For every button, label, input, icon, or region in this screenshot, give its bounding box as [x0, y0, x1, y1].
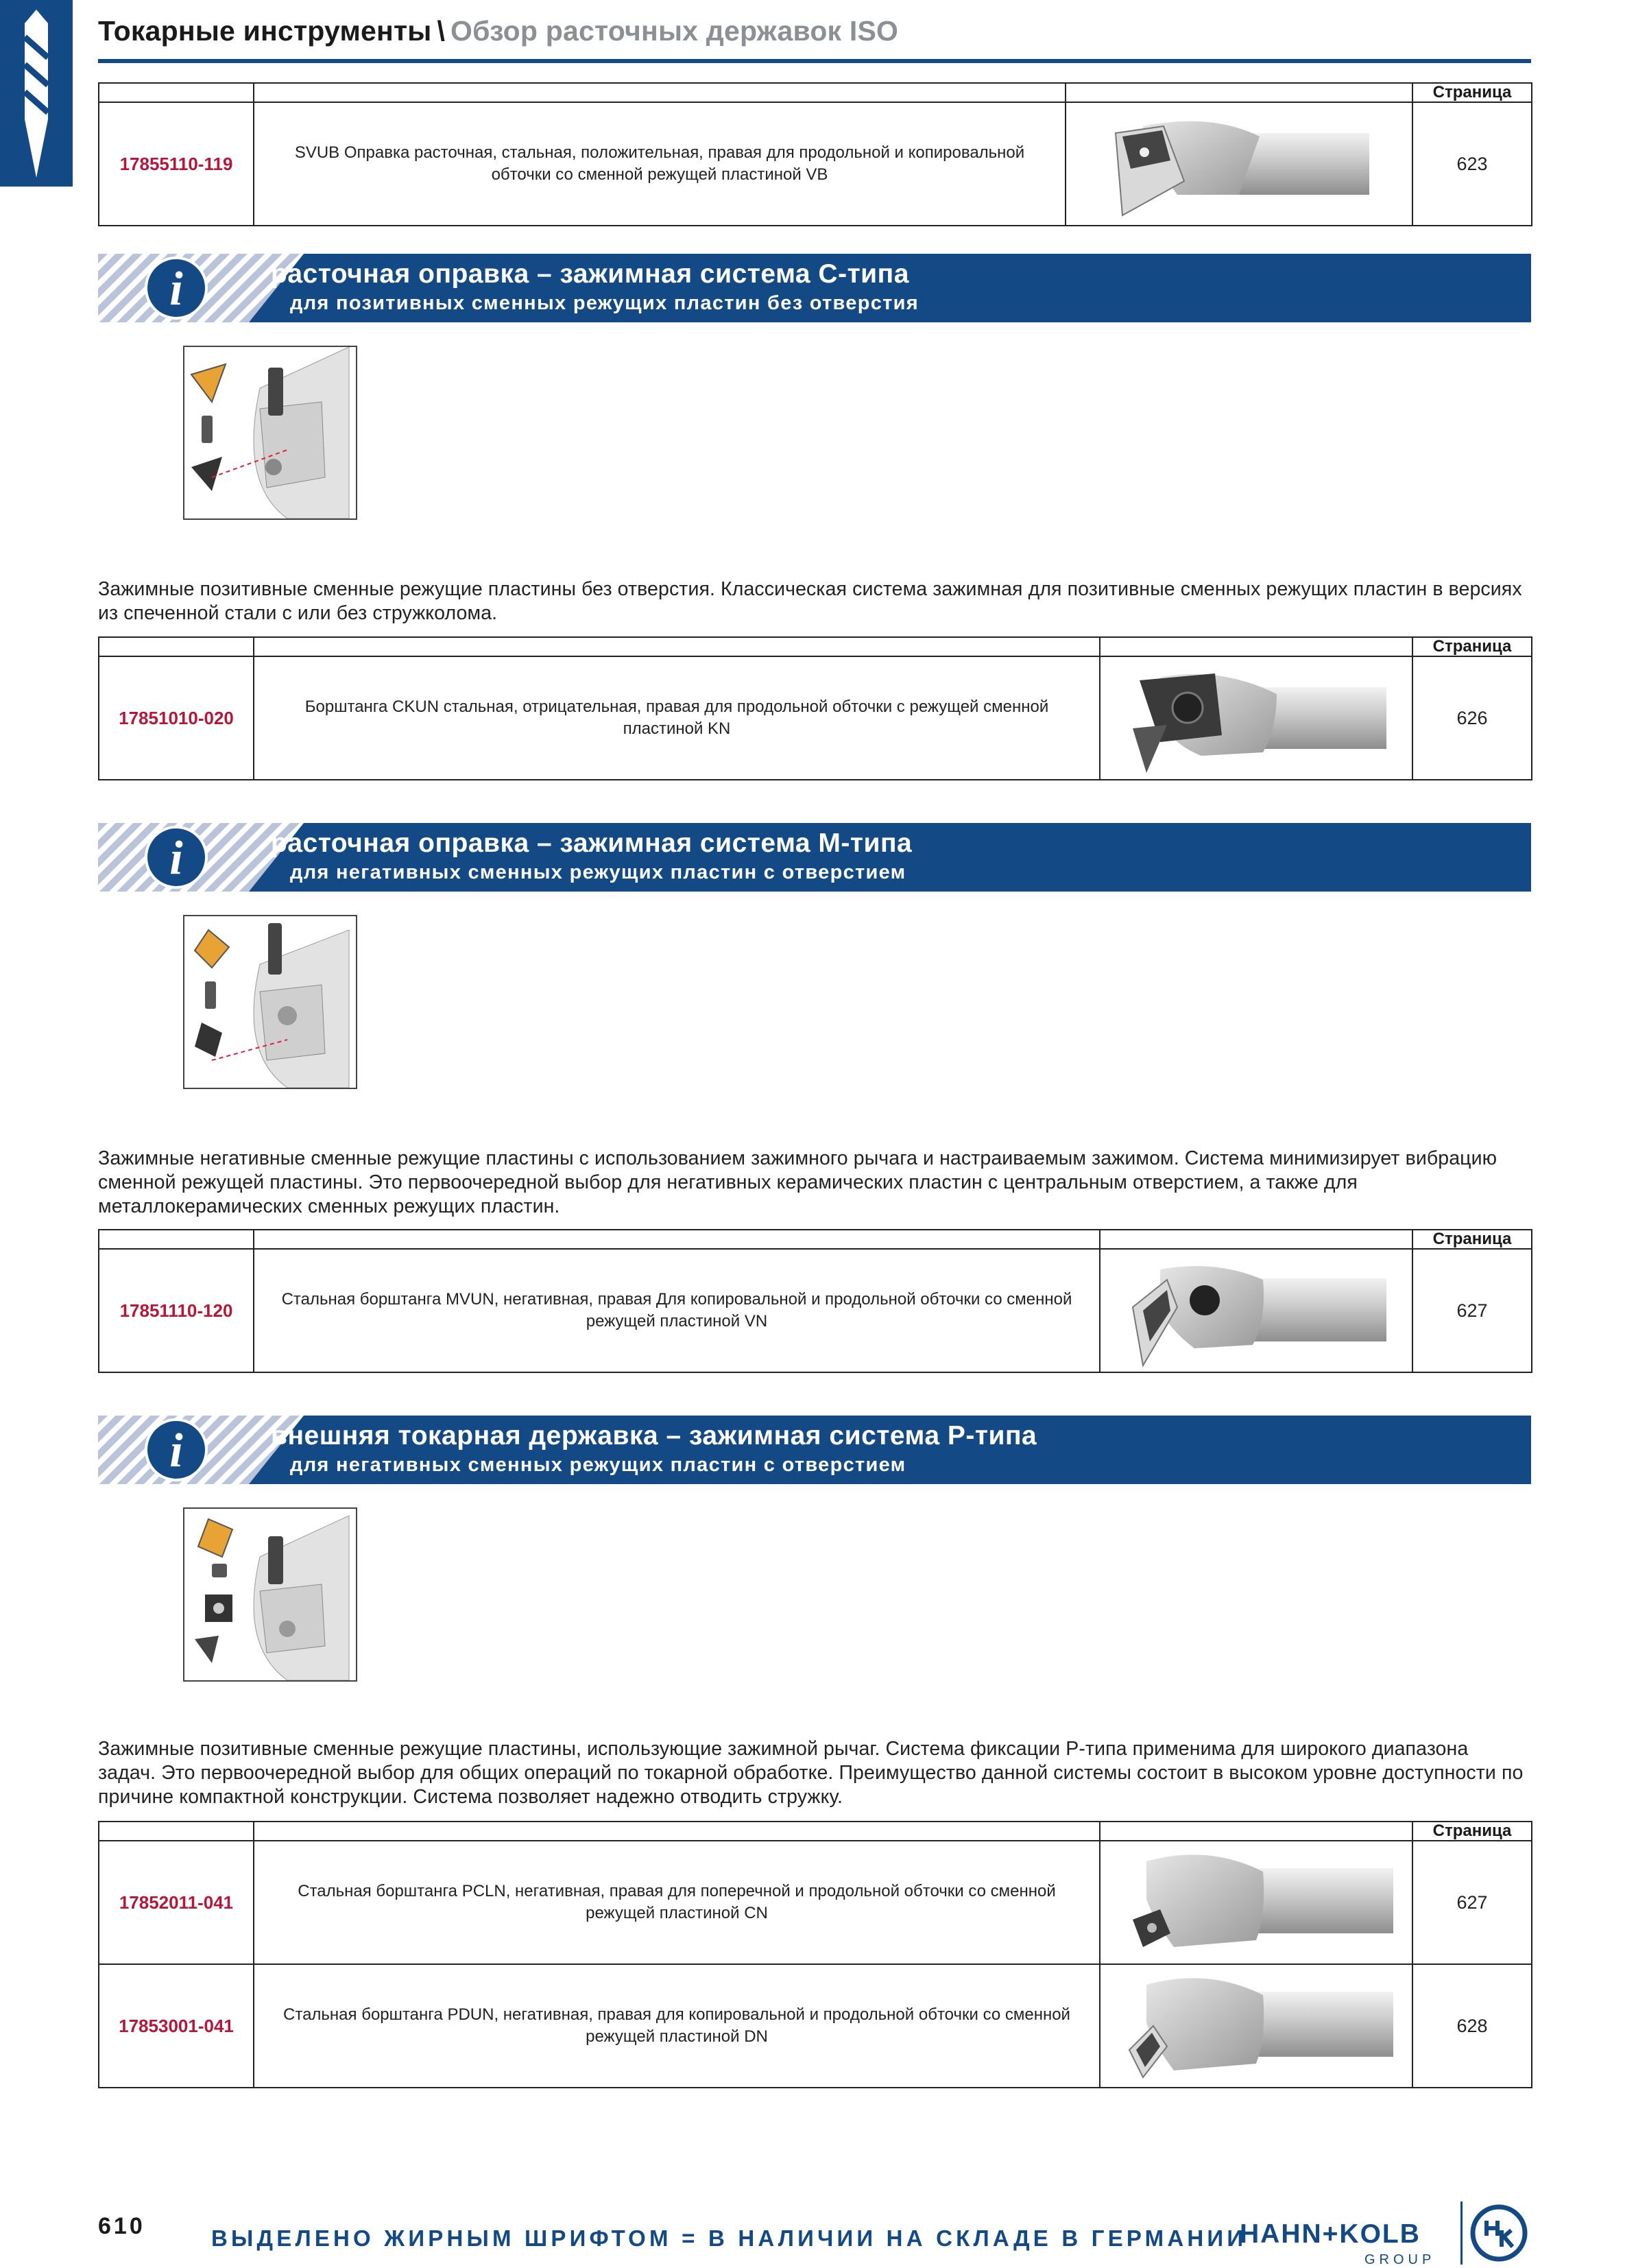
- table-row[interactable]: [99, 1249, 1532, 1372]
- header-separator: \: [437, 15, 446, 47]
- info-icon: i: [145, 256, 208, 320]
- banner-title: расточная оправка – зажимная система С-типа: [271, 259, 909, 289]
- clamping-system-image: [183, 1507, 357, 1682]
- system-description: Зажимные позитивные сменные режущие пластины, использующие зажимной рычаг. Система фиксации P-типа применима для широкого диапазона задач. Это первоочередной выбор для общих операций по токарной обработке. Преимущество данной системы состоит в высоком уровне доступности по причине компактной конструкции. Система позволяет надежно отводить стружку.: [98, 1738, 1524, 1808]
- article-description: Стальная борштанга PCLN, негативная, правая для поперечной и продольной обточки со сменной режущей пластиной CN: [254, 1841, 1100, 1964]
- product-image: [1100, 1841, 1412, 1964]
- catalog-page[interactable]: 626: [1412, 656, 1532, 780]
- header-subtitle: Обзор расточных державок ISO: [450, 15, 899, 47]
- product-image: [1100, 656, 1412, 780]
- product-image: [1066, 102, 1412, 226]
- brand-name: HAHN+KOLB: [1240, 2219, 1421, 2249]
- info-icon: i: [145, 1418, 208, 1481]
- product-image: [1100, 1964, 1412, 2088]
- table-row[interactable]: [99, 1841, 1532, 1964]
- page-column-header: Страница: [1412, 83, 1532, 102]
- header-rule: [98, 59, 1531, 63]
- brand-group: GROUP: [1364, 2252, 1436, 2267]
- system-description: Зажимные негативные сменные режущие пластины с использованием зажимного рычага и настраиваемым зажимом. Система минимизирует вибрацию сменной режущей пластины. Это первоочередной выбор для негативных керамических пластин с центральным отверстием, а также для металлокерамических сменных режущих пластин.: [98, 1147, 1497, 1217]
- product-table-3: [98, 1229, 1532, 1373]
- banner-subtitle: для негативных сменных режущих пластин с отверстием: [290, 861, 906, 883]
- banner-title: внешняя токарная державка – зажимная система P-типа: [271, 1421, 1037, 1451]
- page-column-header: Страница: [1412, 637, 1532, 656]
- banner-subtitle: для негативных сменных режущих пластин с отверстием: [290, 1454, 906, 1476]
- info-icon: i: [145, 826, 208, 889]
- table-row[interactable]: [99, 102, 1532, 226]
- product-image: [1100, 1249, 1412, 1372]
- page-header: [98, 15, 898, 47]
- article-description: Борштанга CKUN стальная, отрицательная, правая для продольной обточки с режущей сменной пластиной KN: [254, 656, 1100, 780]
- catalog-page[interactable]: 628: [1412, 1964, 1532, 2088]
- article-code[interactable]: 17855110-119: [99, 102, 254, 226]
- article-code[interactable]: 17852011-041: [99, 1841, 254, 1964]
- page-column-header: Страница: [1412, 1822, 1532, 1841]
- table-row[interactable]: [99, 1964, 1532, 2088]
- banner-subtitle: для позитивных сменных режущих пластин без отверстия: [290, 292, 919, 314]
- product-table-1: [98, 82, 1532, 226]
- header-title: Токарные инструменты: [98, 15, 432, 47]
- page-column-header: Страница: [1412, 1230, 1532, 1249]
- product-table-4: [98, 1821, 1532, 2088]
- stock-note: ВЫДЕЛЕНО ЖИРНЫМ ШРИФТОМ = В НАЛИЧИИ НА СКЛАДЕ В ГЕРМАНИИ: [211, 2225, 1247, 2251]
- article-code[interactable]: 17851010-020: [99, 656, 254, 780]
- banner-title: расточная оправка – зажимная система М-типа: [271, 828, 913, 858]
- info-banner-p-type: [98, 1416, 1531, 1484]
- table-row[interactable]: [99, 656, 1532, 780]
- catalog-page[interactable]: 627: [1412, 1249, 1532, 1372]
- page-number: 610: [98, 2213, 145, 2239]
- article-description: Стальная борштанга PDUN, негативная, правая для копировальной и продольной обточки со сменной режущей пластиной DN: [254, 1964, 1100, 2088]
- product-table-2: [98, 636, 1532, 780]
- section-tab: [0, 0, 73, 187]
- catalog-page[interactable]: 627: [1412, 1841, 1532, 1964]
- clamping-system-image: [183, 915, 357, 1089]
- clamping-system-image: [183, 346, 357, 520]
- hahn-kolb-logo-icon: [1459, 2201, 1528, 2268]
- system-description: Зажимные позитивные сменные режущие пластины без отверстия. Классическая система зажимная для позитивные сменных режущих пластин в версиях из спеченной стали с или без стружколома.: [98, 578, 1522, 624]
- info-banner-m-type: [98, 823, 1531, 892]
- drill-icon: [12, 10, 60, 178]
- article-description: SVUB Оправка расточная, стальная, положительная, правая для продольной и копировальной обточки со сменной режущей пластиной VB: [254, 102, 1066, 226]
- article-code[interactable]: 17853001-041: [99, 1964, 254, 2088]
- article-description: Стальная борштанга MVUN, негативная, правая Для копировальной и продольной обточки со сменной режущей пластиной VN: [254, 1249, 1100, 1372]
- info-banner-c-type: [98, 254, 1531, 322]
- catalog-page[interactable]: 623: [1412, 102, 1532, 226]
- article-code[interactable]: 17851110-120: [99, 1249, 254, 1372]
